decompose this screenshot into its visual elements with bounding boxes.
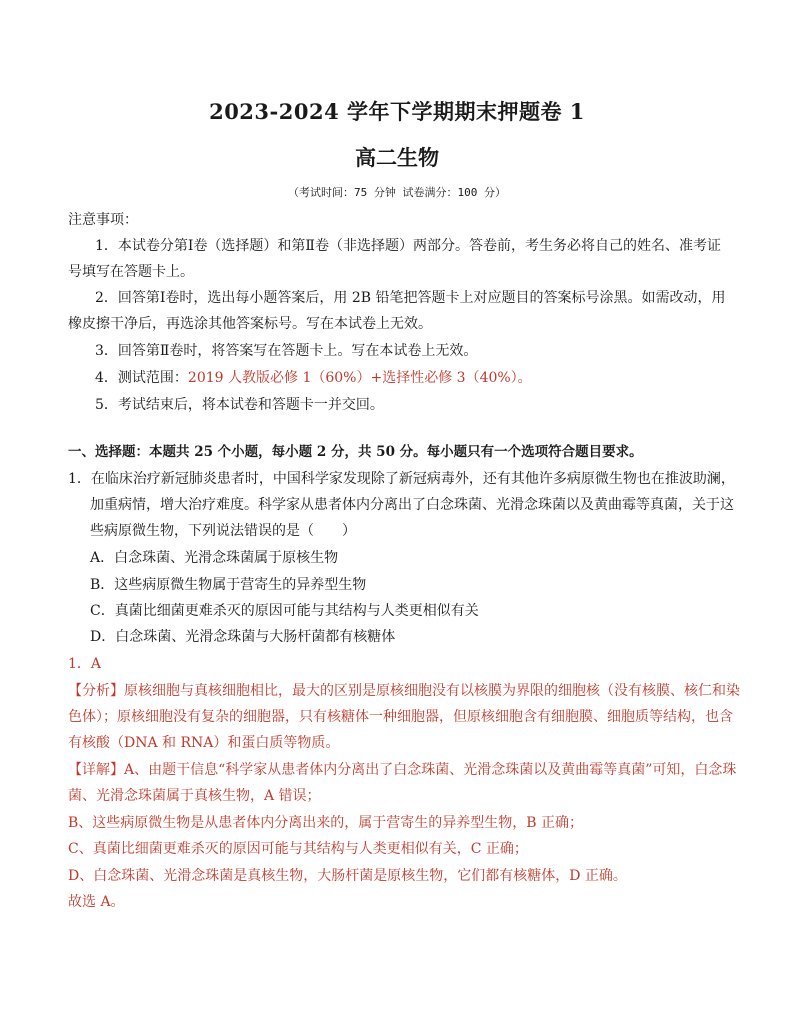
notes-heading: 注意事项： [68, 212, 138, 228]
answer: 1．A [68, 656, 102, 672]
detail-b: B、这些病原微生物是从患者体内分离出来的，属于营寄生的异养型生物，B 正确； [68, 815, 584, 831]
detail-c: C、真菌比细菌更难杀灭的原因可能与其结构与人类更相似有关，C 正确； [68, 841, 528, 857]
detail-d: D、白念珠菌、光滑念珠菌是真核生物，大肠杆菌是原核生物，它们都有核糖体，D 正确。 [68, 868, 627, 884]
analysis-line-3: 有核酸（DNA 和 RNA）和蛋白质等物质。 [68, 735, 340, 751]
question-1-stem-line-2: 加重病情，增大治疗难度。科学家从患者体内分离出了白念珠菌、光滑念珠菌以及黄曲霉等真菌，关于这 [90, 497, 734, 513]
note-item-1-line-2: 号填写在答题卡上。 [68, 264, 194, 280]
question-1-stem-line-1: 1．在临床治疗新冠肺炎患者时，中国科学家发现除了新冠病毒外，还有其他许多病原微生物也在推波助澜， [68, 471, 735, 487]
option-b: B．这些病原微生物属于营寄生的异养型生物 [90, 577, 367, 593]
question-1-stem-line-3: 些病原微生物，下列说法错误的是（ ） [90, 523, 356, 539]
exam-info: （考试时间：75 分钟 试卷满分：100 分） [288, 186, 506, 199]
analysis-line-2: 色体）；原核细胞没有复杂的细胞器，只有核糖体一种细胞器，但原核细胞含有细胞膜、细胞质等结构，也含 [68, 709, 733, 725]
note-item-2-line-2: 橡皮擦干净后，再选涂其他答案标号。写在本试卷上无效。 [68, 316, 432, 332]
page-title: 2023-2024 学年下学期期末押题卷 1 [209, 99, 585, 124]
option-d: D．白念珠菌、光滑念珠菌与大肠杆菌都有核糖体 [90, 629, 396, 645]
subject-title: 高二生物 [355, 145, 439, 170]
option-c: C．真菌比细菌更难杀灭的原因可能与其结构与人类更相似有关 [90, 603, 479, 619]
option-a: A．白念珠菌、光滑念珠菌属于原核生物 [90, 550, 339, 566]
note-item-1-line-1: 1．本试卷分第Ⅰ卷（选择题）和第Ⅱ卷（非选择题）两部分。答卷前，考生务必将自己的姓名、准考证 [95, 238, 721, 254]
test-range: 2019 人教版必修 1（60%）+选择性必修 3（40%）。 [187, 370, 532, 386]
section-heading: 一、选择题：本题共 25 个小题，每小题 2 分，共 50 分。每小题只有一个选项符合题目要求。 [68, 444, 643, 460]
detail-line-1: 【详解】A、由题干信息“科学家从患者体内分离出了白念珠菌、光滑念珠菌以及黄曲霉等真菌”可知，白念珠 [68, 762, 737, 778]
note-item-2-line-1: 2．回答第Ⅰ卷时，选出每小题答案后，用 2B 铅笔把答题卡上对应题目的答案标号涂黑。如需改动，用 [95, 290, 726, 306]
detail-line-2: 菌、光滑念珠菌属于真核生物，A 错误； [68, 788, 321, 804]
note-item-3: 3．回答第Ⅱ卷时，将答案写在答题卡上。写在本试卷上无效。 [95, 343, 478, 359]
note-item-4 [95, 369, 755, 387]
analysis-line-1: 【分析】原核细胞与真核细胞相比，最大的区别是原核细胞没有以核膜为界限的细胞核（没有核膜、核仁和染 [68, 683, 740, 699]
conclusion: 故选 A。 [68, 894, 125, 910]
note-item-5: 5．考试结束后，将本试卷和答题卡一并交回。 [95, 397, 384, 413]
note-item-4-prefix: 4．测试范围： [95, 370, 188, 386]
